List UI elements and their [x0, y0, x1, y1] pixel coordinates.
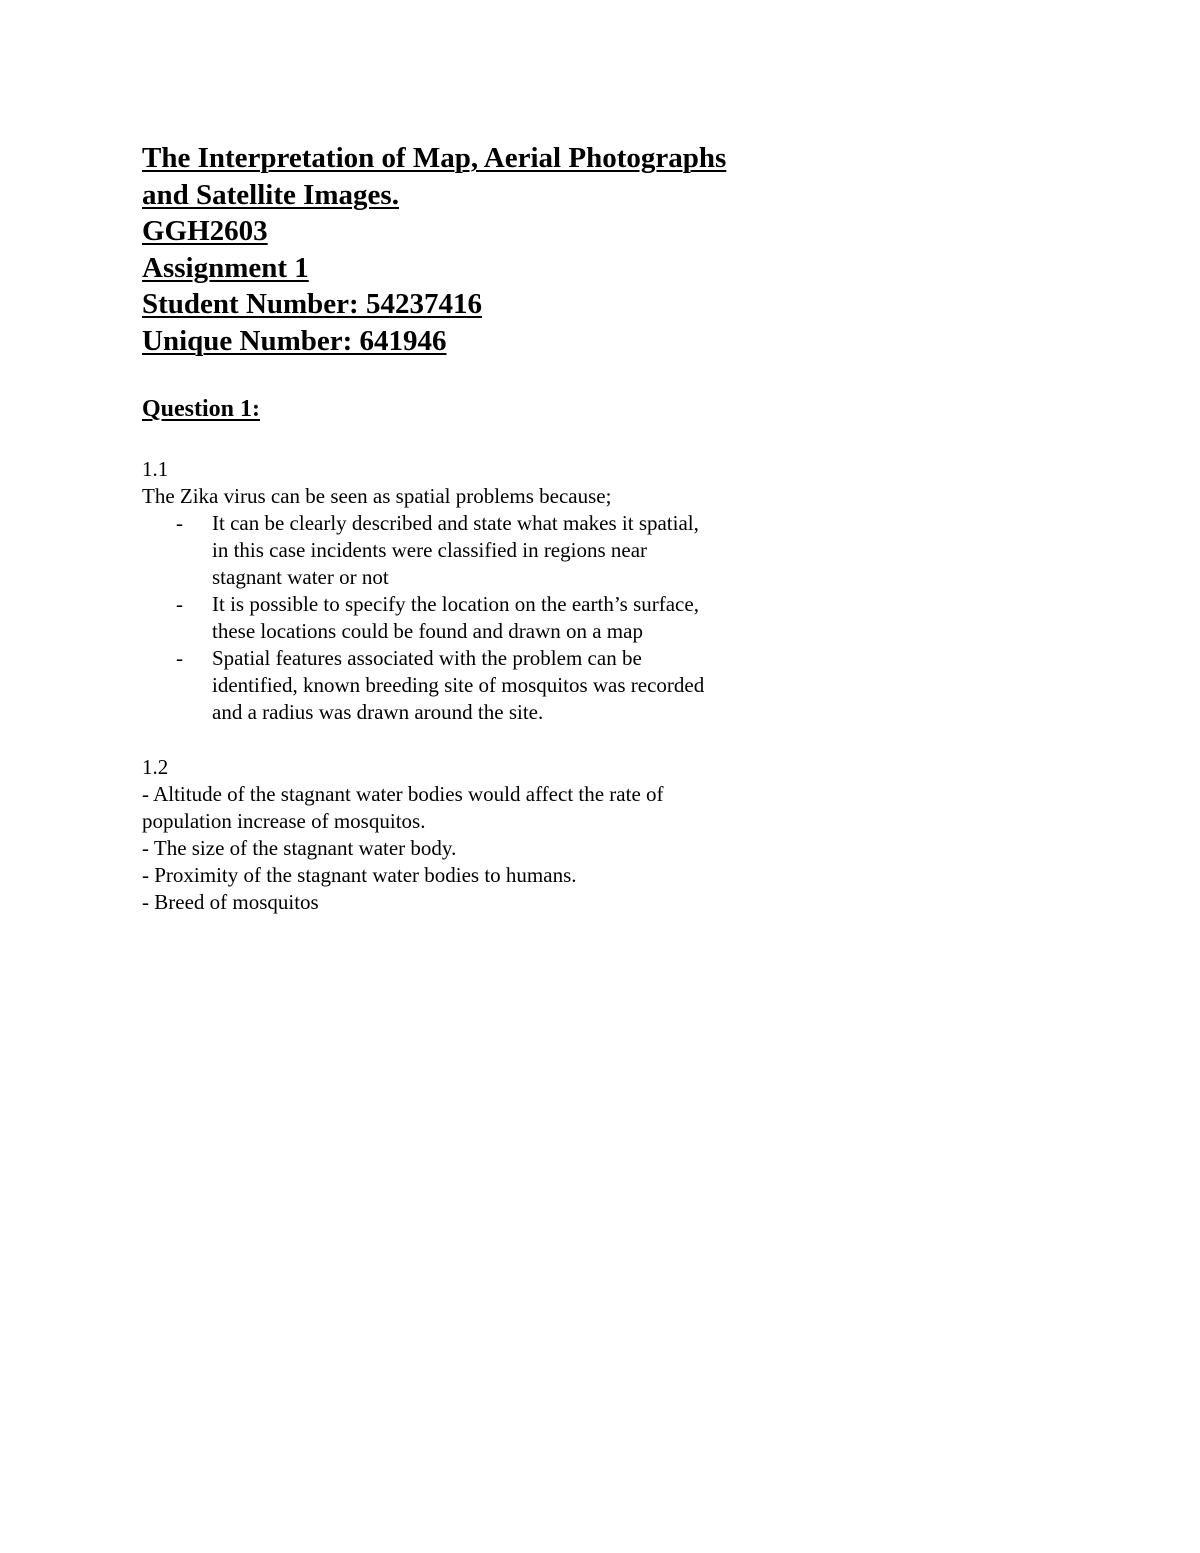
list-item-line: It is possible to specify the location on the earth’s surface,: [212, 592, 699, 616]
dash-bullet: -: [176, 592, 183, 616]
list-item-line: stagnant water or not: [212, 565, 389, 589]
list-item-line: It can be clearly described and state what makes it spatial,: [212, 511, 699, 535]
list-item: [142, 591, 704, 645]
section-1-1: [142, 456, 704, 726]
section-1-2-line: - Breed of mosquitos: [142, 890, 319, 914]
title-line-1: The Interpretation of Map, Aerial Photographs: [142, 142, 727, 174]
title-line-2: and Satellite Images.: [142, 178, 399, 211]
section-1-2-line: - The size of the stagnant water body.: [142, 836, 457, 860]
list-item-line: these locations could be found and drawn on a map: [212, 619, 643, 643]
list-item: [142, 645, 704, 726]
list-item: [142, 510, 704, 591]
section-1-1-intro: The Zika virus can be seen as spatial problems because;: [142, 484, 612, 508]
section-1-2-line: population increase of mosquitos.: [142, 809, 426, 833]
section-1-1-list: [142, 510, 704, 726]
section-1-2-line: - Altitude of the stagnant water bodies would affect the rate of: [142, 782, 664, 806]
section-1-2-line: - Proximity of the stagnant water bodies to humans.: [142, 863, 577, 887]
course-code: GGH2603: [142, 215, 268, 247]
list-item-line: in this case incidents were classified in regions near: [212, 538, 648, 562]
student-number: Student Number: 54237416: [142, 288, 482, 320]
list-item-line: identified, known breeding site of mosquitos was recorded: [212, 673, 705, 697]
section-1-1-number: 1.1: [142, 457, 169, 481]
assignment-label: Assignment 1: [142, 251, 309, 284]
list-item-line: and a radius was drawn around the site.: [212, 700, 544, 724]
unique-number: Unique Number: 641946: [142, 324, 447, 357]
question-1-label: Question 1:: [142, 396, 261, 422]
list-item-line: Spatial features associated with the problem can be: [212, 646, 642, 670]
document-body: [142, 140, 842, 914]
section-1-2-number: 1.2: [142, 755, 169, 779]
dash-bullet: -: [176, 646, 183, 670]
title-block: [142, 140, 842, 359]
dash-bullet: -: [176, 511, 183, 535]
section-1-2: [142, 754, 664, 916]
